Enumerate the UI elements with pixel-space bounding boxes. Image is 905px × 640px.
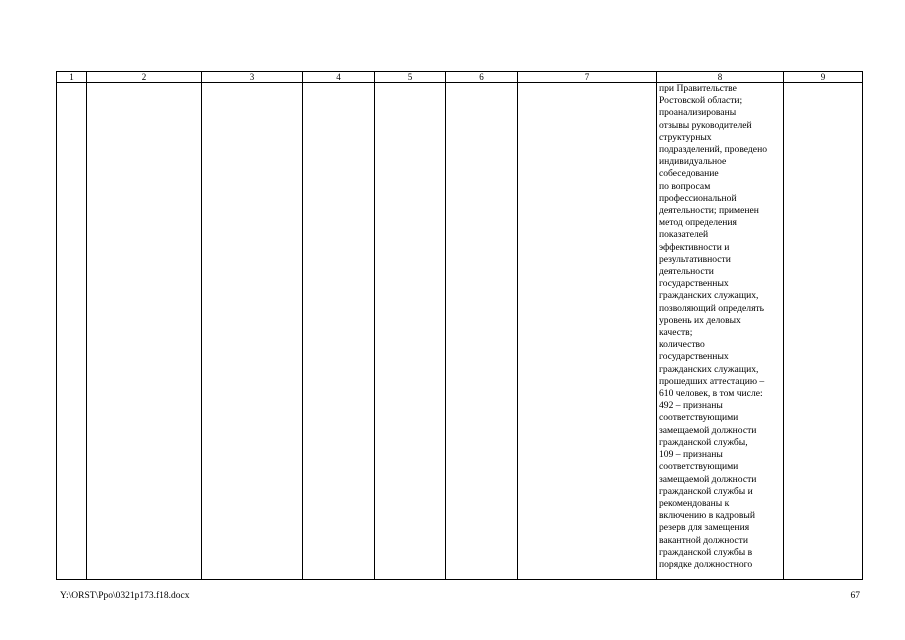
cell-text-line: метод определения [659,217,737,229]
header-row [57,72,863,83]
cell-text-line: позволяющий определять [659,302,765,314]
cell-text-line: гражданских служащих, [659,363,759,375]
table-cell-col6 [446,83,518,580]
cell-text-line: деятельности [659,266,714,278]
cell-text-line: гражданской службы и [659,485,753,497]
cell-text-line: замещаемой должности [659,473,757,485]
cell-text-line: гражданской службы, [659,436,748,448]
cell-text-line: по вопросам [659,180,711,192]
table-cell-col5 [375,83,446,580]
cell-text-line: вакантной должности [659,534,748,546]
table-cell-col9 [784,83,863,580]
cell-text-line: порядке должностного [659,558,753,570]
column-header-4: 4 [303,72,375,83]
cell-text-line: показателей [659,229,709,241]
column-header-7: 7 [518,72,657,83]
cell-text-line: замещаемой должности [659,424,757,436]
cell-text-line: качеств; [659,327,693,339]
column-header-6: 6 [446,72,518,83]
cell-text-line: гражданских служащих, [659,290,759,302]
cell-text-line: структурных [659,131,712,143]
cell-text-line: проанализированы [659,107,737,119]
document-table [56,71,863,580]
table-cell-col4 [303,83,375,580]
cell-text-line: соответствующими [659,412,739,424]
column-header-9: 9 [784,72,863,83]
cell-text-line: результативности [659,253,731,265]
cell-text-line: отзывы руководителей [659,119,752,131]
cell-text-line: включению в кадровый [659,510,755,522]
table-cell-col8 [657,83,784,580]
column-header-1: 1 [57,72,87,83]
column-header-3: 3 [202,72,303,83]
cell-text-line: 610 человек, в том числе: [659,388,763,400]
cell-text-line: эффективности и [659,241,730,253]
cell-text-line: подразделений, проведено [659,144,767,156]
column-header-2: 2 [87,72,202,83]
cell-text-line: гражданской службы в [659,546,753,558]
cell-text-line: количество [659,339,705,351]
cell-text-line: при Правительстве [659,83,737,94]
cell-text-line: государственных [659,351,729,363]
cell-text-line: соответствующими [659,461,739,473]
column-header-8: 8 [657,72,784,83]
cell-text-line: 492 – признаны [659,400,723,412]
cell-text-line: государственных [659,278,729,290]
cell-text-line: резерв для замещения [659,522,750,534]
cell-text-line: деятельности; применен [659,205,759,217]
cell-text-line: рекомендованы к [659,497,730,509]
table-cell-col7 [518,83,657,580]
cell-text-line: собеседование [659,168,719,180]
column-header-5: 5 [375,72,446,83]
footer-page-number: 67 [850,591,860,601]
table-cell-col2 [87,83,202,580]
table-cell-col3 [202,83,303,580]
cell-text-line: прошедших аттестацию – [659,375,765,387]
cell-text-line: уровень их деловых [659,314,741,326]
cell-text-line: 109 – признаны [659,449,723,461]
cell-text-line: профессиональной [659,192,737,204]
cell-text-line: индивидуальное [659,156,727,168]
table-cell-col1 [57,83,87,580]
table-row [57,83,863,580]
footer-file-path: Y:\ORST\Ppo\0321p173.f18.docx [60,591,190,601]
cell-text-line: Ростовской области; [659,95,743,107]
